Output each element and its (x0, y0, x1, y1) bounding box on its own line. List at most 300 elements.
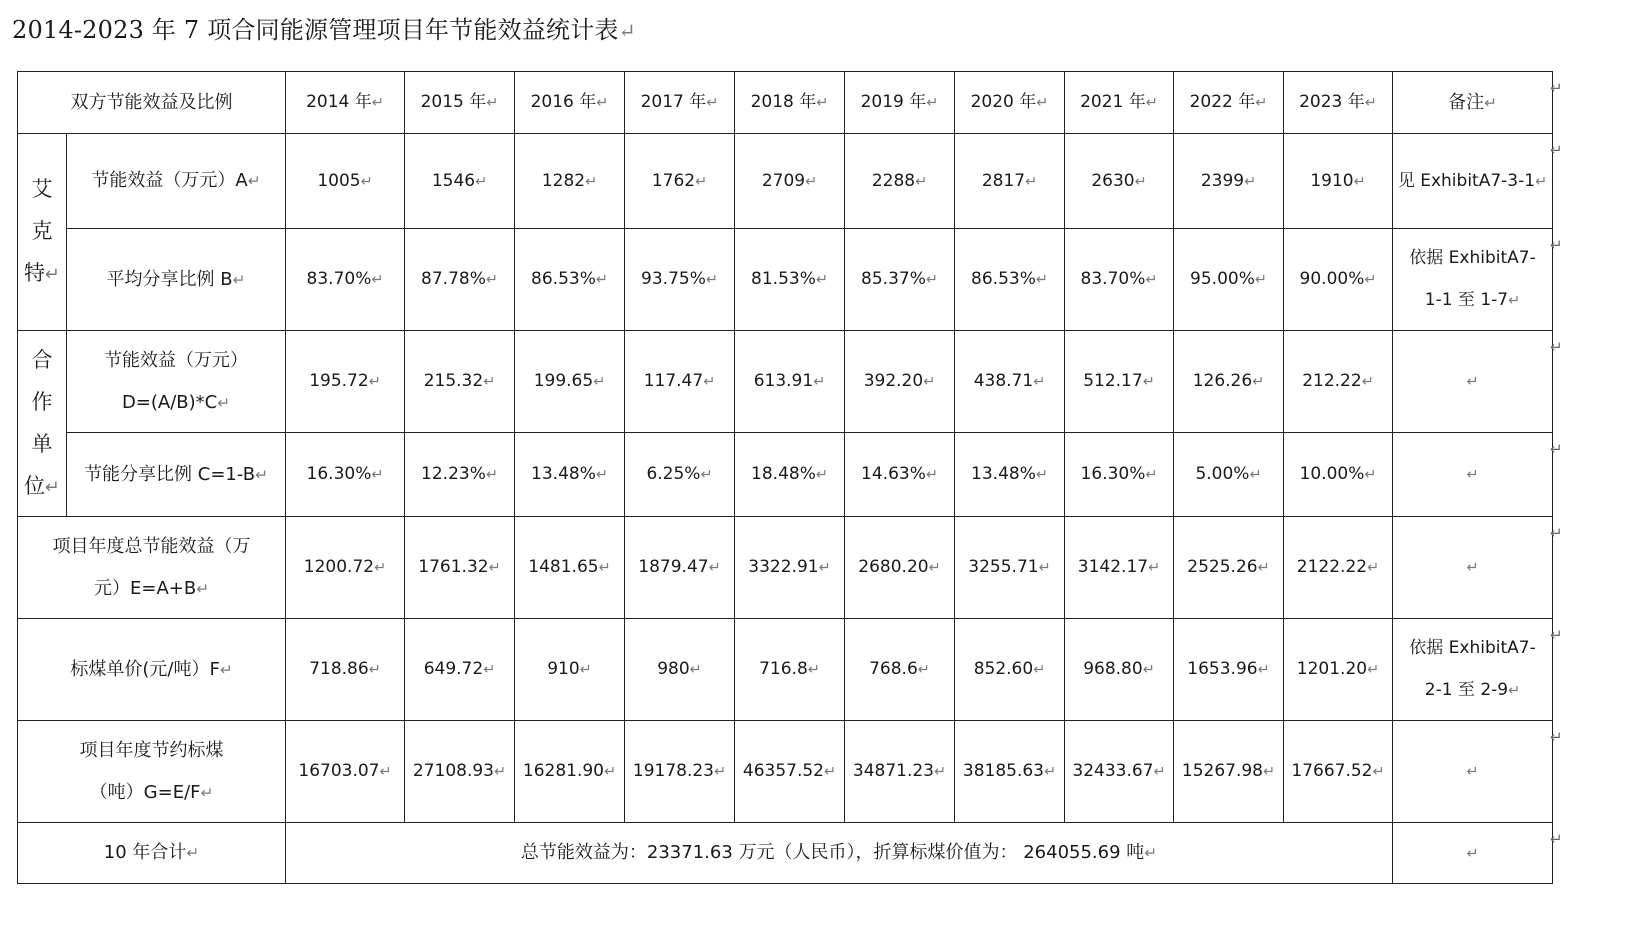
cell-value: 34871.23 (852, 761, 934, 781)
return-mark-icon: ↵ (1033, 374, 1046, 390)
cell-value: 199.65 (533, 371, 594, 391)
return-mark-icon: ↵ (813, 374, 826, 390)
return-mark-icon: ↵ (1153, 764, 1166, 780)
year-label: 2014 年 (306, 92, 372, 112)
note-text: 2-1 至 2-9 (1424, 680, 1509, 700)
value-cell (845, 331, 955, 433)
return-mark-icon: ↵ (805, 173, 818, 190)
return-mark-icon: ↵ (45, 264, 60, 285)
value-cell (1284, 229, 1393, 331)
value-cell (955, 619, 1065, 721)
row-label-text: 元）E=A+B (93, 577, 197, 599)
cell-value: 27108.93 (412, 761, 494, 781)
row-label-text-line (71, 454, 281, 496)
cell-value: 90.00% (1299, 269, 1365, 289)
return-mark-icon: ↵ (374, 560, 387, 576)
cell-value: 13.48% (971, 464, 1036, 484)
cell-value: 438.71 (973, 371, 1034, 391)
value-cell (845, 721, 955, 823)
return-mark-icon: ↵ (816, 95, 829, 111)
cell-value: 95.00% (1190, 269, 1255, 289)
return-mark-icon: ↵ (485, 467, 498, 483)
group-label (18, 331, 67, 517)
return-mark-icon: ↵ (695, 173, 708, 190)
value-cell (515, 721, 625, 823)
value-cell (1065, 619, 1174, 721)
return-mark-icon: ↵ (915, 173, 928, 190)
note-cell (1393, 823, 1553, 884)
return-mark-icon: ↵ (232, 270, 246, 289)
header-label (18, 72, 286, 134)
value-cell (735, 433, 845, 517)
return-mark-icon: ↵ (1036, 95, 1049, 111)
cell-value: 852.60 (973, 659, 1034, 679)
cell-value: 195.72 (309, 371, 369, 391)
value-cell (955, 331, 1065, 433)
table-row (18, 229, 1553, 331)
return-mark-icon: ↵ (1353, 173, 1366, 190)
row-label (67, 433, 286, 517)
value-cell (845, 229, 955, 331)
return-mark-icon: ↵ (596, 95, 609, 111)
year-label: 2016 年 (530, 92, 597, 112)
year-label: 2015 年 (420, 92, 487, 112)
note-text: 依据 ExhibitA7- (1409, 638, 1536, 658)
return-mark-icon: ↵ (1038, 560, 1051, 576)
table-row (18, 331, 1553, 433)
return-mark-icon: ↵ (1035, 467, 1048, 483)
value-cell (1284, 134, 1393, 229)
row-label-text: 项目年度节约标煤 (79, 739, 224, 761)
return-mark-icon: ↵ (928, 560, 941, 576)
return-mark-icon: ↵ (593, 374, 606, 390)
return-mark-icon: ↵ (818, 560, 831, 576)
return-mark-icon: ↵ (1145, 95, 1158, 111)
row-label-text: 平均分享比例 B (106, 268, 233, 290)
value-cell (286, 619, 405, 721)
cell-value: 87.78% (421, 269, 486, 289)
cell-value: 19178.23 (632, 761, 714, 781)
summary-label-text: 10 年合计 (103, 842, 187, 863)
cell-value: 6.25% (646, 464, 701, 484)
value-cell (625, 433, 735, 517)
cell-value: 85.37% (861, 269, 926, 289)
value-cell (1174, 331, 1284, 433)
value-cell (1065, 331, 1174, 433)
return-mark-icon: ↵ (706, 95, 719, 111)
value-cell (405, 619, 515, 721)
cell-value: 215.32 (423, 371, 484, 391)
cell-value: 46357.52 (742, 761, 824, 781)
value-cell (1065, 229, 1174, 331)
value-cell (1284, 619, 1393, 721)
return-mark-icon: ↵ (618, 19, 636, 43)
value-cell (515, 433, 625, 517)
value-cell (1065, 433, 1174, 517)
row-label-text-line (71, 382, 281, 424)
return-mark-icon: ↵ (1263, 764, 1276, 780)
return-mark-icon: ↵ (926, 95, 939, 111)
value-cell (286, 331, 405, 433)
cell-value: 910 (547, 659, 580, 679)
value-cell (735, 721, 845, 823)
cell-value: 1653.96 (1187, 659, 1258, 679)
summary-text-value: 总节能效益为：23371.63 万元（人民币），折算标煤价值为： 264055.69 吨 (520, 842, 1145, 863)
cell-value: 16.30% (306, 464, 372, 484)
row-label (67, 134, 286, 229)
return-mark-icon: ↵ (1252, 374, 1265, 390)
return-mark-icon: ↵ (1466, 467, 1479, 483)
cell-value: 1481.65 (528, 557, 599, 577)
return-mark-icon: ↵ (925, 272, 938, 288)
value-cell (1174, 134, 1284, 229)
value-cell (286, 433, 405, 517)
value-cell (955, 721, 1065, 823)
return-mark-icon: ↵ (1249, 467, 1262, 483)
year-label: 2020 年 (970, 92, 1037, 112)
value-cell (1284, 331, 1393, 433)
return-mark-icon: ↵ (923, 374, 936, 390)
note-text-line (1397, 279, 1548, 322)
cell-value: 17667.52 (1291, 761, 1373, 781)
cell-value: 649.72 (423, 659, 484, 679)
table-row (18, 619, 1553, 721)
return-mark-icon: ↵ (1550, 728, 1563, 746)
cell-value: 212.22 (1302, 371, 1362, 391)
return-mark-icon: ↵ (925, 467, 938, 483)
value-cell (405, 331, 515, 433)
value-cell (735, 517, 845, 619)
group-label-char: 合 (31, 347, 53, 372)
value-cell (286, 229, 405, 331)
cell-value: 392.20 (863, 371, 924, 391)
cell-value: 1005 (317, 170, 361, 191)
value-cell (845, 433, 955, 517)
return-mark-icon: ↵ (371, 272, 384, 288)
cell-value: 1879.47 (638, 557, 709, 577)
cell-value: 2817 (981, 170, 1026, 191)
year-header (1065, 72, 1174, 134)
return-mark-icon: ↵ (45, 476, 60, 498)
return-mark-icon: ↵ (1144, 844, 1158, 862)
row-label-text: 项目年度总节能效益（万 (52, 535, 251, 557)
cell-value: 1201.20 (1296, 659, 1368, 679)
return-mark-icon: ↵ (604, 764, 617, 780)
return-mark-icon: ↵ (1254, 272, 1267, 288)
return-mark-icon: ↵ (1035, 272, 1048, 288)
return-mark-icon: ↵ (1508, 683, 1521, 699)
year-header (515, 72, 625, 134)
row-label (67, 229, 286, 331)
cell-value: 1910 (1310, 170, 1354, 191)
return-mark-icon: ↵ (917, 662, 930, 678)
value-cell (955, 517, 1065, 619)
return-mark-icon: ↵ (1257, 662, 1270, 678)
return-mark-icon: ↵ (598, 560, 611, 576)
note-cell (1393, 331, 1553, 433)
value-cell (955, 229, 1065, 331)
note-text-line (1397, 160, 1548, 203)
row-label-text-line (22, 649, 281, 691)
return-mark-icon: ↵ (700, 467, 713, 483)
value-cell (286, 517, 405, 619)
value-cell (515, 331, 625, 433)
cell-value: 18.48% (751, 464, 816, 484)
cell-value: 86.53% (531, 269, 596, 289)
cell-value: 83.70% (306, 269, 372, 289)
value-cell (625, 517, 735, 619)
row-label-text: 节能效益（万元）A (91, 170, 248, 191)
cell-value: 5.00% (1195, 464, 1250, 484)
return-mark-icon: ↵ (1466, 845, 1479, 862)
return-mark-icon: ↵ (485, 272, 498, 288)
row-label-text: 标煤单价(元/吨）F (70, 658, 220, 680)
value-cell (1065, 721, 1174, 823)
row-label (18, 619, 286, 721)
return-mark-icon: ↵ (219, 660, 233, 679)
return-mark-icon: ↵ (1142, 662, 1155, 678)
return-mark-icon: ↵ (483, 374, 496, 390)
return-mark-icon: ↵ (1361, 374, 1374, 390)
return-mark-icon: ↵ (488, 560, 501, 576)
cell-value: 968.80 (1083, 659, 1143, 679)
value-cell (1174, 229, 1284, 331)
year-header (1174, 72, 1284, 134)
value-cell (1174, 433, 1284, 517)
return-mark-icon: ↵ (1364, 272, 1377, 288)
cell-value: 126.26 (1192, 371, 1253, 391)
value-cell (515, 134, 625, 229)
cell-value: 2680.20 (858, 557, 929, 577)
year-header (286, 72, 405, 134)
return-mark-icon: ↵ (371, 467, 384, 483)
return-mark-icon: ↵ (494, 764, 507, 780)
cell-value: 14.63% (861, 464, 926, 484)
return-mark-icon: ↵ (595, 467, 608, 483)
return-mark-icon: ↵ (255, 465, 268, 484)
return-mark-icon: ↵ (371, 95, 384, 111)
cell-value: 2630 (1091, 170, 1135, 191)
note-cell (1393, 721, 1553, 823)
cell-value: 718.86 (309, 659, 369, 679)
value-cell (1284, 517, 1393, 619)
cell-value: 38185.63 (962, 761, 1044, 781)
return-mark-icon: ↵ (1145, 272, 1158, 288)
value-cell (286, 134, 405, 229)
cell-value: 1282 (541, 170, 586, 191)
value-cell (845, 619, 955, 721)
return-mark-icon: ↵ (1508, 293, 1521, 309)
group-label-char: 单 (31, 431, 53, 456)
table-row (18, 721, 1553, 823)
return-mark-icon: ↵ (1550, 338, 1563, 356)
value-cell (1284, 721, 1393, 823)
year-header (405, 72, 515, 134)
cell-value: 3322.91 (748, 557, 819, 577)
group-label-char: 位↵ (24, 473, 60, 498)
return-mark-icon: ↵ (1535, 173, 1548, 190)
table-row (18, 433, 1553, 517)
return-mark-icon: ↵ (1466, 374, 1479, 390)
return-mark-icon: ↵ (1255, 95, 1268, 111)
value-cell (1284, 433, 1393, 517)
return-mark-icon: ↵ (1033, 662, 1046, 678)
value-cell (515, 229, 625, 331)
year-label: 2018 年 (750, 92, 817, 112)
return-mark-icon: ↵ (703, 374, 716, 390)
table-row (18, 72, 1553, 134)
value-cell (515, 517, 625, 619)
return-mark-icon: ↵ (705, 272, 718, 288)
return-mark-icon: ↵ (186, 844, 200, 862)
return-mark-icon: ↵ (579, 662, 592, 678)
row-label-text-line (22, 526, 281, 568)
cell-value: 93.75% (641, 269, 706, 289)
return-mark-icon: ↵ (1244, 173, 1257, 190)
cell-value: 83.70% (1080, 269, 1146, 289)
value-cell (515, 619, 625, 721)
return-mark-icon: ↵ (1367, 662, 1380, 678)
cell-value: 2288 (871, 170, 916, 191)
return-mark-icon: ↵ (815, 467, 828, 483)
value-cell (1174, 517, 1284, 619)
value-cell (405, 433, 515, 517)
year-label: 2019 年 (860, 92, 927, 112)
group-label-char: 特↵ (24, 261, 60, 285)
group-label-char: 克 (31, 219, 53, 243)
year-label: 2017 年 (640, 92, 707, 112)
cell-value: 768.6 (869, 659, 918, 679)
return-mark-icon: ↵ (595, 272, 608, 288)
return-mark-icon: ↵ (1364, 95, 1377, 111)
return-mark-icon: ↵ (1550, 79, 1563, 97)
cell-value: 10.00% (1299, 464, 1365, 484)
page-title: 2014-2023 年 7 项合同能源管理项目年节能效益统计表↵ (12, 16, 636, 44)
value-cell (405, 229, 515, 331)
cell-value: 32433.67 (1072, 761, 1154, 781)
row-label-text: 节能分享比例 C=1-B (84, 463, 256, 485)
return-mark-icon: ↵ (486, 95, 499, 111)
value-cell (845, 517, 955, 619)
return-mark-icon: ↵ (1466, 764, 1479, 780)
row-label-text: D=(A/B)*C (121, 391, 218, 413)
return-mark-icon: ↵ (1148, 560, 1161, 576)
value-cell (625, 721, 735, 823)
year-label: 2023 年 (1299, 92, 1365, 112)
cell-value: 12.23% (421, 464, 486, 484)
group-label (18, 134, 67, 331)
return-mark-icon: ↵ (689, 662, 702, 678)
cell-value: 86.53% (971, 269, 1036, 289)
note-text: 依据 ExhibitA7- (1409, 248, 1536, 268)
note-text: 见 ExhibitA7-3-1 (1397, 170, 1536, 191)
note-cell (1393, 134, 1553, 229)
cell-value: 512.17 (1083, 371, 1143, 391)
row-label-text: （吨）G=E/F (89, 781, 201, 803)
summary-text (286, 823, 1393, 884)
note-cell (1393, 517, 1553, 619)
year-header (955, 72, 1065, 134)
return-mark-icon: ↵ (1367, 560, 1380, 576)
return-mark-icon: ↵ (1466, 560, 1479, 576)
return-mark-icon: ↵ (1550, 524, 1563, 542)
year-header (845, 72, 955, 134)
return-mark-icon: ↵ (379, 764, 392, 780)
cell-value: 1200.72 (303, 557, 375, 577)
row-label-text-line (22, 772, 281, 814)
value-cell (405, 134, 515, 229)
value-cell (405, 517, 515, 619)
return-mark-icon: ↵ (1550, 440, 1563, 458)
return-mark-icon: ↵ (1484, 93, 1497, 112)
row-label (67, 331, 286, 433)
cell-value: 980 (657, 659, 690, 679)
value-cell (1174, 721, 1284, 823)
value-cell (1174, 619, 1284, 721)
year-header (1284, 72, 1393, 134)
return-mark-icon: ↵ (368, 662, 381, 678)
notes-header-text: 备注 (1448, 91, 1485, 113)
cell-value: 3142.17 (1077, 557, 1149, 577)
note-text-line (1397, 627, 1548, 669)
cell-value: 1762 (651, 170, 696, 191)
cell-value: 613.91 (753, 371, 814, 391)
cell-value: 3255.71 (968, 557, 1039, 577)
cell-value: 1546 (431, 170, 476, 191)
value-cell (845, 134, 955, 229)
value-cell (1065, 134, 1174, 229)
cell-value: 81.53% (751, 269, 816, 289)
value-cell (1065, 517, 1174, 619)
header-label-text: 双方节能效益及比例 (70, 91, 233, 113)
cell-value: 2122.22 (1296, 557, 1368, 577)
row-label (18, 721, 286, 823)
return-mark-icon: ↵ (1550, 626, 1563, 644)
return-mark-icon: ↵ (217, 393, 231, 412)
value-cell (625, 619, 735, 721)
table-row (18, 823, 1553, 884)
value-cell (955, 134, 1065, 229)
cell-value: 15267.98 (1181, 761, 1263, 781)
return-mark-icon: ↵ (1044, 764, 1057, 780)
return-mark-icon: ↵ (807, 662, 820, 678)
value-cell (405, 721, 515, 823)
return-mark-icon: ↵ (360, 173, 373, 190)
return-mark-icon: ↵ (1257, 560, 1270, 576)
row-label-text: 节能效益（万元） (104, 349, 248, 371)
return-mark-icon: ↵ (708, 560, 721, 576)
cell-value: 716.8 (759, 659, 808, 679)
return-mark-icon: ↵ (1134, 173, 1147, 190)
value-cell (625, 134, 735, 229)
row-label-text-line (22, 568, 281, 610)
note-cell (1393, 433, 1553, 517)
value-cell (735, 331, 845, 433)
row-label-text-line (22, 730, 281, 772)
value-cell (735, 619, 845, 721)
value-cell (735, 134, 845, 229)
value-cell (625, 229, 735, 331)
cell-value: 16.30% (1080, 464, 1146, 484)
cell-value: 2399 (1200, 170, 1245, 191)
return-mark-icon: ↵ (1550, 236, 1563, 254)
cell-value: 2525.26 (1187, 557, 1258, 577)
cell-value: 16703.07 (298, 761, 380, 781)
return-mark-icon: ↵ (1550, 830, 1563, 848)
cell-value: 2709 (761, 170, 806, 191)
energy-savings-table (17, 71, 1553, 884)
return-mark-icon: ↵ (824, 764, 837, 780)
